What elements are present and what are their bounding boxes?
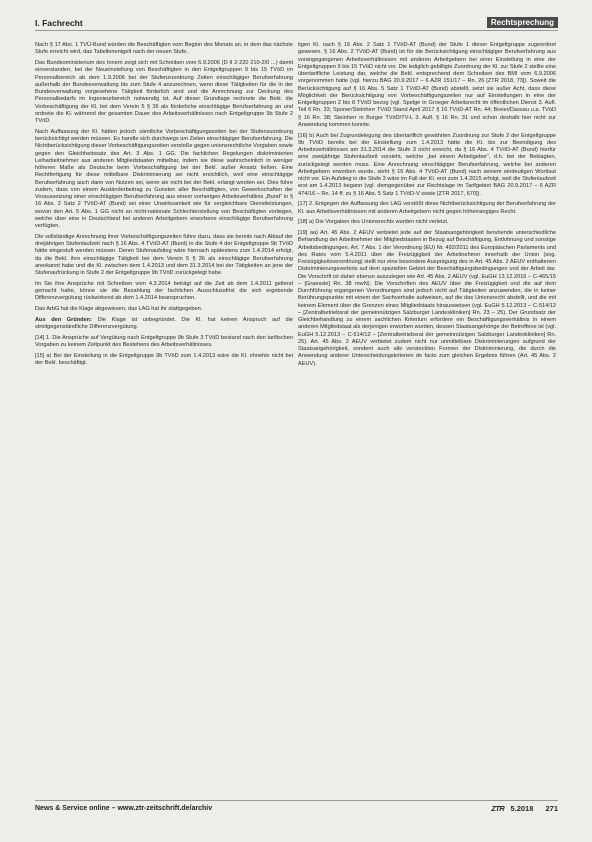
page-header bbox=[35, 18, 558, 30]
right-paragraph: [17] 2. Entgegen der Auffassung des LAG verstößt diese Nichtberücksichtigung der Berufserfahrung der Kl. aus Arbeitsverhältnissen mit anderen Arbeitgebern nicht gegen höherrangiges Recht. bbox=[298, 201, 556, 215]
section-title: I. Fachrecht bbox=[35, 18, 83, 28]
left-paragraph: Aus den Gründen: Die Klage ist unbegründet. Die Kl. hat keinen Anspruch auf die streitgegenständliche Differenzvergütung. bbox=[35, 316, 293, 330]
right-paragraph: tigen Kl. nach § 16 Abs. 2 Satz 1 TVöD-AT (Bund) der Stufe 1 dieser Entgeltgruppe zugeordnet gewesen. § 16 Abs. 2 TVöD-AT (Bund) ist für die Berücksichtigung einschlägiger Berufserfahrung aus vorangegangenen Arbeitsverhältnissen mit anderen Arbeitgebern bei einer Einstellung in eine der Entgeltgruppen 9 bis 15 TVöD nicht vor. Die lediglich gebilligte Zuordnung der Kl. zur Stufe 2 stellte eine übertarifliche Leistung dar, welche die Bekl. entsprechend dem Schreiben des BMI vom 6.9.2006 vorgenommen hatte (vgl. hierzu BAG 20.9.2017 – 6 AZR 151/17 – Rn. 26 [ZTR 2018, 73]). Soweit die Berücksichtigung auf § 16 Abs. 5 Satz 1 TVöD-AT (Bund) abstellt, setzt sie außer Acht, dass diese Möglichkeit der Berücksichtigung von Vorbeschäftigungszeiten nur auf Einstellungen in eine der Entgeltgruppen 2 bis 8 TVöD bezog (vgl. Spelge in Groeger Arbeitsrecht im öffentlichen Dienst 3. Aufl. Teil 6 Rn. 33; Sponer/Steinherr TVöD Stand April 2017 § 16 TVöD-AT Rn. 44; Breier/Dassau u.a. TVöD § 16 Rn. 38; Steinherr in Burger TVöD/TV-L 3. Aufl. § 16 Rn. 31 und schon deshalb hier nicht zur Anwendung kommen konnte. bbox=[298, 42, 556, 128]
category-badge: Rechtsprechung bbox=[487, 17, 558, 28]
right-paragraph: [16] b) Auch bei Zugrundelegung des übertariflich gewährten Zuordnung zur Stufe 2 der Entgeltgruppe 9b TVöD bereits bei der Einstellung zum 1.4.2013 hätte die Kl. bis zur Beendigung des Arbeitsverhältnisses am 31.3.2014 die Stufe 3 nicht erreicht, da § 16 Abs. 4 TVöD-AT (Bund) hierfür eine zweijährige Stufenlaufzeit vorsieht, welche „bei einem Arbeitgeber“, d.h. bei der Beklagten, zurückgelegt werden muss. Eine Anrechnung einschlägiger Berufserfahrung, welche bei anderen Arbeitgebern erworben wurde, sieht § 16 Abs. 4 TVöD-AT (Bund) nach seinem eindeutigen Wortlaut nicht vor. Ein Aufstieg in die Stufe 3 wäre im Fall der Kl. erst zum 1.4.2015 erfolgt, weil die Stufenlaufzeit erst am 1.4.2013 begann (vgl. demgegenüber zur Rechtslage im Tarifgebiet BAG 20.9.2017 – 6 AZR 474/16 – Rn. 14 ff. zu § 16 Abs. 5 Satz 1 TVöD-V sowie [ZTR 2017, 670]). bbox=[298, 132, 556, 197]
left-paragraph: [15] a) Bei der Einstellung in die Entgeltgruppe 9b TVöD zum 1.4.2013 wäre die Kl. ohnehin nicht bei der Bekl. beschäftigt. bbox=[35, 352, 293, 366]
issue-number: 5.2018 bbox=[510, 804, 534, 813]
left-paragraph: [14] 1. Die Ansprüche auf Vergütung nach Entgeltgruppe 9b Stufe 3 TVöD bestand nach den tarifischen Vorgaben zu keinem Zeitpunkt des Bestehens des Arbeitsverhältnisses. bbox=[35, 334, 293, 348]
footer-link[interactable]: News & Service online – www.ztr-zeitschrift.de/archiv bbox=[35, 805, 213, 812]
left-paragraph: Das Bundesministerium des Innern zeigt sich mit Schreiben vom 6.9.2006 (D II 2-220 210-2/0 ...) damit einverstanden, bei der Neueinstellung von Beschäftigten in den Entgeltgruppen 9 bis 15 TVöD im Personalbereich ab dem 1.9.2006 bei der Stufenzuordnung Zeiten einschlägiger Berufserfahrung außerhalb der Bundesverwaltung bis zum Stufe 4 anzurechnen, wenn diese Tätigkeiten für die in der Bundesverwaltung vorgesehene Tätigkeit förderlich sind und die Anrechnung zur Deckung des Personalbedarfs im Ingenieurbereich notwendig ist. Auf dieser Grundlage rechnete die Bekl. die Vorbeschäftigung der Kl. bei dem Verein 5 § 36 als förderliche einschlägige Berufserfahrung an und ordnete die Kl. während der gesamten Dauer des Arbeitsverhältnisses nach Entgeltgruppe 9b Stufe 2 TVöD. bbox=[35, 60, 293, 124]
journal-logo: ZTR bbox=[491, 804, 505, 813]
left-paragraph: Das ArbG hat die Klage abgewiesen, das LAG hat ihr stattgegeben. bbox=[35, 306, 203, 312]
page-number: 271 bbox=[545, 804, 558, 813]
left-paragraph: Die vollständige Anrechnung ihrer Vorbeschäftigungszeiten führe dazu, dass sie bereits nach Ablauf der dreijährigen Stufenlaufzeit nach § 16 Abs. 4 TVöD-AT (Bund) in die Stufe 4 der Entgeltgruppe 9b TVöD hätte eingestuft werden müssen. Deren Stufenaufstieg wäre hiernach spätestens zum 1.4.2014 erfolgt, da die Bekl. ihre einschlägige Tätigkeit bei dem Verein 5 § 36 als einschlägige Berufserfahrung anerkannt habe und die Kl. zwischen dem 1.4.2013 und dem 31.3.2014 bei der Tätigkeiten an jene der Stufenaufrückung in Stufe 2 der Entgeltgruppe 9b TVöD zurückgelegt habe. bbox=[35, 233, 293, 276]
right-column bbox=[298, 42, 556, 371]
header-divider bbox=[35, 30, 558, 31]
page-footer bbox=[35, 800, 558, 816]
left-paragraph: Nach Auffassung der Kl. hätten jedoch sämtliche Vorbeschäftigungszeiten bei der Stufenzuordnung berücksichtigt werden müssen. Es handle sich durchwegs um Zeiten einschlägiger Berufserfahrung. Die Nichtberücksichtigung dieser Vorbeschäftigungszeiten verstoße gegen unionsrechtliche Vorgaben sowie gegen den Gleichheitssatz des Art. 3 Abs. 1 GG. Die fachlichen Regelungen diskriminierten Leiharbeitnehmer aus anderen Mitgliedstaaten mittelbar, indem sie diese wahrscheinlich in weniger höheren Maße als Deutsche beim Vorbeschäftigung bei der Bekl. außer Ansatz ließen. Eine Rechtfertigung für diese mittelbare Diskriminierung sei nicht ersichtlich, weil eine einschlägige Berufserfahrung auch dann von Nutzen sei, wenn sie nicht bei der Bekl. erlangt worden sei. Dies führe zudem, dass von einem Ausländerbeitrag zu Gunsten aller Beschäftigten, von Gewerkschaften der Voraussetzung einer einschlägigen Berufserfahrung aus einem vorherigen Arbeitsverhältnis „Bund“ in § 16 Abs. 2 Satz 2 TVöD-AT (Bund) sei einer Unwirksamkeit wie für vergleichbare Dienstleistungen, wovon den Art. 5 Abs. 1 GG nicht an nicht-nationale Schlechterstellung von Beschäftigten vorliegen, welche über eine in Deutschland bei anderen Arbeitgebern erworbene einschlägige Berufserfahrung verfügten. bbox=[35, 128, 293, 229]
right-paragraph: [18] a) Die Vorgaben des Unionsrechts wurden nicht verletzt. bbox=[298, 219, 449, 226]
left-paragraph: Im Sie ihre Ansprüche mit Schreiben vom 4.3.2014 beträgt auf die Zeit ab dem 1.4.2011 geltend gemacht habe, könne sie die Bezahlung der fachlichen Ausschlussfrist die sich ergebende Differenzvergütung rückwirkend ab dem 1.4.2014 beanspruchen. bbox=[35, 280, 293, 302]
right-paragraph: [19] aa) Art. 45 Abs. 2 AEUV verbietet jede auf der Staatsangehörigkeit beruhende unterschiedliche Behandlung der Arbeitnehmer der Mitgliedstaaten in Bezug auf Beschäftigung, Entlohnung und sonstige Arbeitsbedingungen. Art. 7 Abs. 1 der Verordnung (EU) Nr. 492/2011 des Europäischen Parlaments und des Rates vom 5.4.2011 über die Freizügigkeit der Arbeitnehmer innerhalb der Union (sog. Freizügigkeitsverordnung) stellt nur eine besondere Ausprägung des in Art. 45 Abs. 2 AEUV enthaltenen Diskriminierungsverbots auf dem speziellen Gebiet der Beschäftigungsbedingungen und der Arbeit dar. Die Vorschrift ist daher ebenso auszulegen wie Art. 45 Abs. 2 AEUV (vgl. EuGH 13.12.2016 – C-465/15 – [Graessle] Rn. 38 mwN). Die Vorschriften des AEUV über die Freizügigkeit und die auf dem Durchführung ergangenen Verordnungen sind jedoch nicht auf Tätigkeiten anzuwenden, die in keiner Berührungspunkte mit einem der Sachverhalte aufweisen, auf die das Unionsrecht abstellt, und die mit keinem Element über die Grenzen eines Mitgliedstaats hinausweisen (vgl. EuGH 5.12.2013 – C-514/12 – [Zentralbetriebsrat der gemeinnützigen Salzburger Landeskliniken] Rn. 23 – 25). Der Grundsatz der Gleichbehandlung zu einem sachlichen Kriterium erfordere ein Beschäftigungsverhältnis in einem anderen Mitgliedstaat als derjenigen erworben wurden, dessen Staatsangehörige der Betroffene ist (vgl. EuGH 5.12.2013 – C-514/12 – [Zentralbetriebsrat der gemeinnützigen Salzburger Landeskliniken] Rn. 25). Art. 45 Abs. 2 AEUV verbietet zudem nicht nur unmittelbare Diskriminierungen aufgrund der Staatsangehörigkeit, sondern auch alle versteckten Formen der Diskriminierung, die durch die Anwendung anderer Unterscheidungskriterien de facto zum gleichen Ergebnis führen (Art. 45 Abs. 2 AEUV). bbox=[298, 230, 556, 367]
footer-right bbox=[491, 804, 558, 813]
left-paragraph: Nach § 17 Abs. 1 TVÜ-Bund würden die Beschäftigten vom Beginn des Monats an, in dem das nächste Stufe erreicht wird, das Tabellenentgelt nach der neuen Stufe. bbox=[35, 42, 293, 56]
left-column bbox=[35, 42, 293, 371]
